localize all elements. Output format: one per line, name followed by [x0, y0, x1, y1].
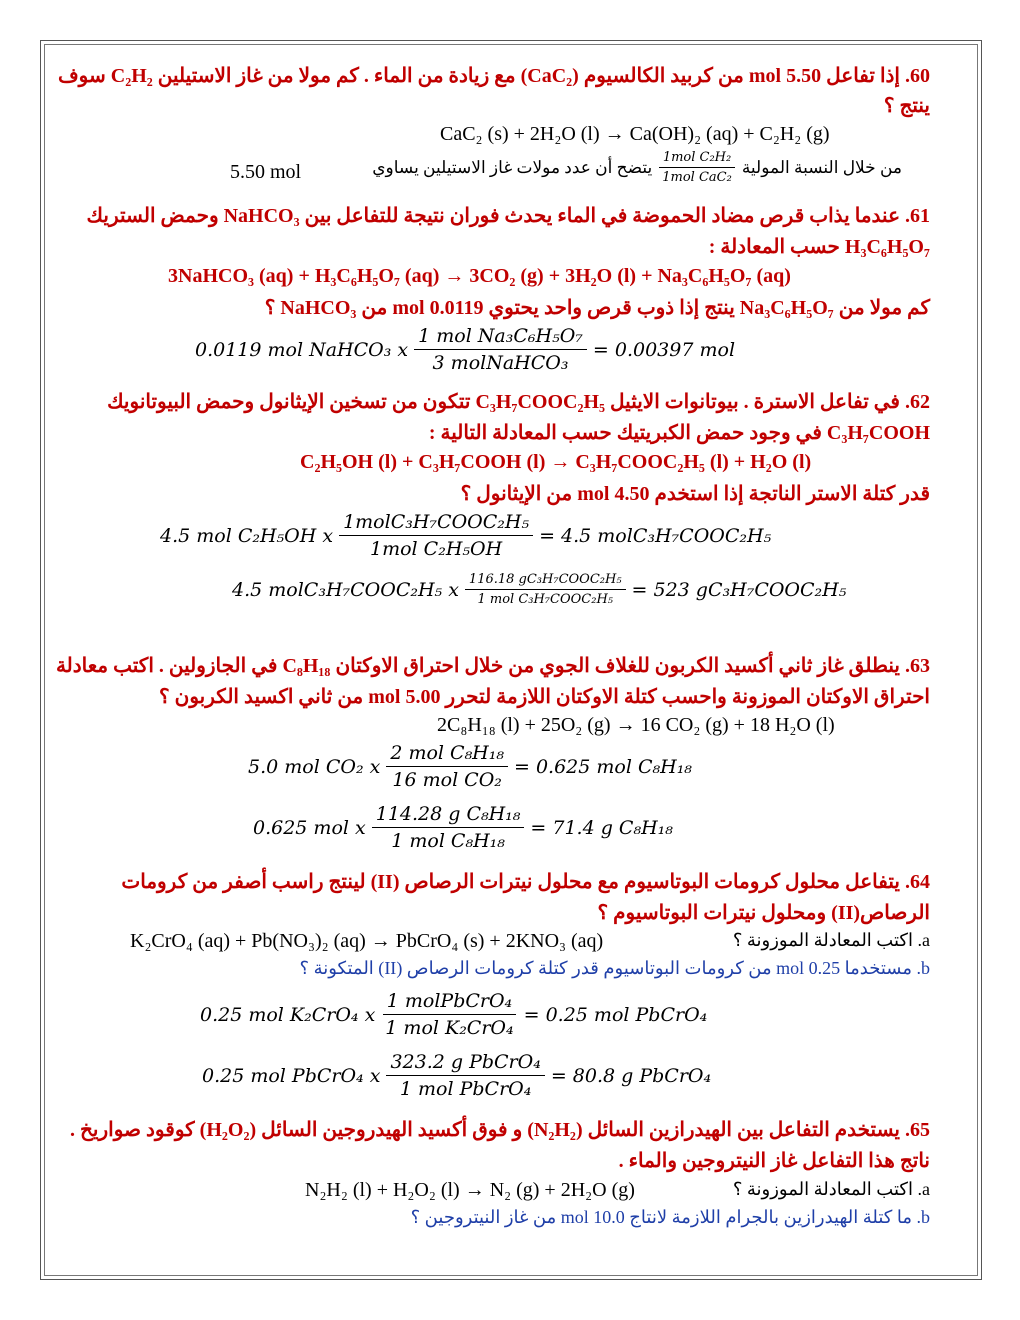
q63-text-continued: احتراق الاوكتان الموزونة واحسب كتلة الاوكتان اللازمة لتحرر 5.00 mol من ثاني اكسيد الكربون ؟ — [159, 686, 930, 708]
q60-answer: 5.50 mol — [230, 161, 302, 183]
q64-calc2-denominator: 1 mol PbCrO₄ — [399, 1078, 532, 1100]
q63-calc2-right: = 71.4 g C₈H₁₈ — [530, 816, 673, 839]
q64-calc1-denominator: 1 mol K₂CrO₄ — [385, 1017, 514, 1039]
q63-calc1-numerator: 2 mol C₈H₁₈ — [386, 742, 508, 767]
q62-question: قدر كتلة الاستر الناتجة إذا استخدم 4.50 mol من الإيثانول ؟ — [460, 483, 930, 505]
q62-equation: C₂H₅OH (l) + C₃H₇COOH (l) → C₃H₇COOC₂H₅ (l) + H₂O (l) — [300, 451, 812, 473]
q65-text-continued: ناتج هذا التفاعل غاز النيتروجين والماء . — [618, 1150, 930, 1172]
q64-calc2-right: = 80.8 g PbCrO₄ — [550, 1064, 712, 1087]
q63-calc1-right: = 0.625 mol C₈H₁₈ — [514, 755, 692, 778]
q64-part-a-label: a. اكتب المعادلة الموزونة ؟ — [732, 930, 930, 950]
q61-calc-left: 0.0119 mol NaHCO₃ x — [195, 338, 409, 361]
q63-text: 63. ينطلق غاز ثاني أكسيد الكربون للغلاف الجوي من خلال احتراق الاوكتان C₈H₁₈ في الجازولين . اكتب معادلة — [55, 655, 930, 677]
q60-ratio-lead: من خلال النسبة المولية — [741, 157, 902, 177]
q65-part-a-equation: N₂H₂ (l) + H₂O₂ (l) → N₂ (g) + 2H₂O (g) — [305, 1179, 635, 1201]
q63-calc2-denominator: 1 mol C₈H₁₈ — [391, 830, 505, 852]
q65-text: 65. يستخدم التفاعل بين الهيدرازين السائل (N₂H₂) و فوق أكسيد الهيدروجين السائل (H₂O₂) كوقود صواريخ . — [70, 1119, 930, 1141]
q60-text-continued: ينتج ؟ — [883, 95, 930, 117]
q61-calc-numerator: 1 mol Na₃C₆H₅O₇ — [414, 325, 587, 350]
q63-calc2-fraction — [372, 803, 525, 852]
q60-text: 60. إذا تفاعل 5.50 mol من كربيد الكالسيوم (CaC₂) مع زيادة من الماء . كم مولا من غاز الاستيلين C₂H₂ سوف — [57, 65, 930, 87]
q62-calc1-numerator: 1molC₃H₇COOC₂H₅ — [339, 511, 533, 536]
q63-calculation-1 — [248, 742, 692, 791]
q61-calc-fraction — [414, 325, 587, 374]
q62-calc1-right: = 4.5 molC₃H₇COOC₂H₅ — [539, 524, 772, 547]
q63-calc2-left: 0.625 mol x — [253, 816, 366, 839]
q64-calculation-2 — [202, 1051, 711, 1100]
q62-calc1-denominator: 1mol C₂H₅OH — [370, 538, 503, 560]
q64-calc1-numerator: 1 molPbCrO₄ — [383, 990, 516, 1015]
q62-calculation-1 — [160, 511, 771, 560]
q64-calc1-right: = 0.25 mol PbCrO₄ — [523, 1003, 708, 1026]
q60-ratio-denominator: 1mol CaC₂ — [662, 170, 732, 185]
q63-calc1-left: 5.0 mol CO₂ x — [248, 755, 381, 778]
q61-calc-right: = 0.00397 mol — [592, 338, 736, 361]
q64-text-continued: الرصاص(II) ومحلول نيترات البوتاسيوم ؟ — [597, 902, 930, 924]
q62-text: 62. في تفاعل الاسترة . بيوتانوات الايثيل C₃H₇COOC₂H₅ تتكون من تسخين الإيثانول وحمض البيوتانويك — [107, 391, 930, 413]
q63-calculation-2 — [253, 803, 673, 852]
q63-calc1-denominator: 16 mol CO₂ — [392, 769, 502, 791]
q60-ratio-numerator: 1mol C₂H₂ — [659, 150, 735, 168]
q60-ratio-line — [372, 150, 902, 185]
q60-ratio-tail: يتضح أن عدد مولات غاز الاستيلين يساوي — [372, 157, 653, 177]
q63-equation: 2C₈H₁₈ (l) + 25O₂ (g) → 16 CO₂ (g) + 18 H₂O (l) — [437, 714, 835, 736]
q64-calc2-numerator: 323.2 g PbCrO₄ — [386, 1051, 544, 1076]
q65-part-a-label: a. اكتب المعادلة الموزونة ؟ — [732, 1179, 930, 1199]
q62-calculation-2 — [232, 572, 846, 607]
q65-part-b-label: b. ما كتلة الهيدرازين بالجرام اللازمة لانتاج 10.0 mol من غاز النيتروجين ؟ — [410, 1207, 930, 1227]
q60-equation: CaC₂ (s) + 2H₂O (l) → Ca(OH)₂ (aq) + C₂H₂ (g) — [440, 123, 830, 145]
q64-calc1-left: 0.25 mol K₂CrO₄ x — [200, 1003, 376, 1026]
q64-calculation-1 — [200, 990, 707, 1039]
q64-text: 64. يتفاعل محلول كرومات البوتاسيوم مع محلول نيترات الرصاص (II) لينتج راسب أصفر من كرومات — [121, 871, 930, 893]
q64-calc2-fraction — [386, 1051, 544, 1100]
q60-ratio-fraction — [658, 150, 736, 185]
q61-calculation — [195, 325, 735, 374]
q62-calc2-fraction — [465, 572, 626, 607]
q62-calc1-fraction — [339, 511, 533, 560]
q64-part-a-equation: K₂CrO₄ (aq) + Pb(NO₃)₂ (aq) → PbCrO₄ (s) + 2KNO₃ (aq) — [130, 930, 604, 952]
q61-text: 61. عندما يذاب قرص مضاد الحموضة في الماء يحدث فوران نتيجة للتفاعل بين NaHCO₃ وحمض الستريك — [86, 205, 930, 227]
q61-calc-denominator: 3 molNaHCO₃ — [432, 352, 569, 374]
q62-calc1-left: 4.5 mol C₂H₅OH x — [160, 524, 334, 547]
q61-text-continued: H₃C₆H₅O₇ حسب المعادلة : — [708, 236, 930, 258]
q62-calc2-left: 4.5 molC₃H₇COOC₂H₅ x — [232, 578, 459, 601]
q62-calc2-denominator: 1 mol C₃H₇COOC₂H₅ — [477, 592, 613, 607]
q61-question: كم مولا من Na₃C₆H₅O₇ ينتج إذا ذوب قرص واحد يحتوي 0.0119 mol من NaHCO₃ ؟ — [264, 297, 930, 319]
q63-calc2-numerator: 114.28 g C₈H₁₈ — [372, 803, 525, 828]
q62-calc2-numerator: 116.18 gC₃H₇COOC₂H₅ — [465, 572, 626, 590]
q61-equation: 3NaHCO₃ (aq) + H₃C₆H₅O₇ (aq) → 3CO₂ (g) + 3H₂O (l) + Na₃C₆H₅O₇ (aq) — [168, 265, 791, 287]
q64-part-b-label: b. مستخدما 0.25 mol من كرومات البوتاسيوم قدر كتلة كرومات الرصاص (II) المتكونة ؟ — [299, 958, 930, 978]
q62-calc2-right: = 523 gC₃H₇COOC₂H₅ — [631, 578, 847, 601]
q64-calc1-fraction — [381, 990, 517, 1039]
q62-text-continued: C₃H₇COOH في وجود حمض الكبريتيك حسب المعادلة التالية : — [428, 422, 930, 444]
q64-calc2-left: 0.25 mol PbCrO₄ x — [202, 1064, 381, 1087]
q63-calc1-fraction — [386, 742, 508, 791]
